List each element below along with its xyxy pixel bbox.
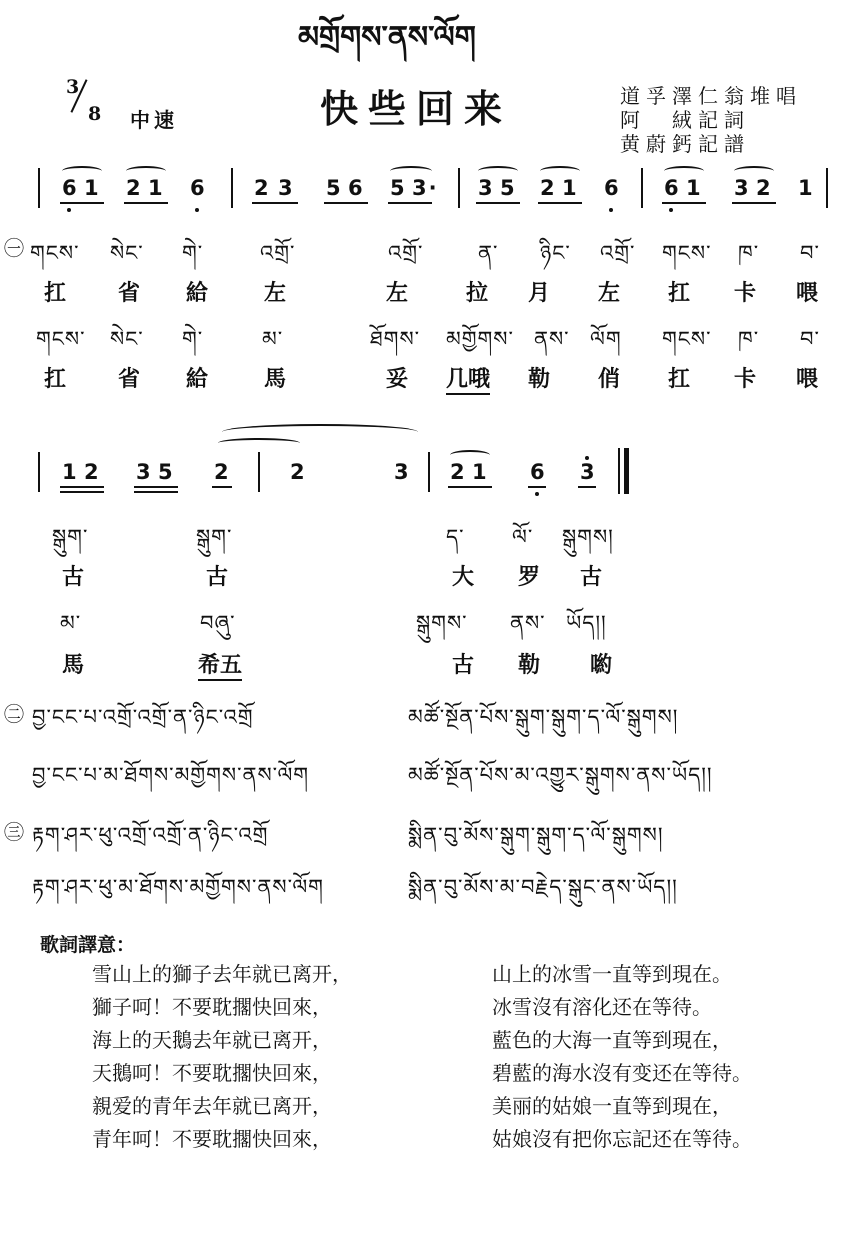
chinese-transliteration: 給: [186, 366, 209, 392]
tibetan-syllable: གངས་: [662, 327, 712, 351]
chinese-transliteration: 几哦: [446, 362, 490, 395]
chinese-transliteration: 拉: [466, 280, 489, 306]
note: 1: [62, 460, 79, 484]
note: 6: [62, 176, 79, 200]
beam: [60, 491, 104, 493]
chinese-transliteration: 左: [386, 280, 409, 306]
verse-2-marker: ㊁: [4, 702, 24, 726]
chinese-transliteration: 月: [528, 280, 551, 306]
chinese-transliteration: 喲: [590, 652, 613, 678]
chinese-transliteration: 俏: [598, 366, 621, 392]
translation-line: 山上的冰雪一直等到現在。: [492, 962, 732, 986]
note: 2: [450, 460, 467, 484]
beam: [448, 486, 492, 488]
verse-line: སྨིན་བུ་མོས་མ་བརྗེད་སྒུང་ནས་ཡོད།།: [408, 875, 678, 899]
barline: [38, 452, 40, 492]
chinese-transliteration: 古: [62, 564, 85, 590]
final-barline-thin: [618, 448, 620, 494]
chinese-transliteration: 左: [598, 280, 621, 306]
tibetan-syllable: སྒུག་: [196, 525, 233, 549]
tibetan-syllable: མ་: [60, 611, 82, 635]
tibetan-syllable: བ་: [800, 327, 820, 351]
tibetan-syllable: སྒུགས་: [416, 611, 468, 635]
translation-line: 碧藍的海水沒有变还在等待。: [492, 1061, 752, 1085]
beam: [212, 486, 232, 488]
note: 6: [664, 176, 681, 200]
chinese-transliteration: 扛: [44, 366, 67, 392]
note: 2: [84, 460, 101, 484]
translation-line: 獅子呵！不要耽擱快回來，: [92, 995, 332, 1019]
note: 1: [798, 176, 815, 200]
tibetan-syllable: མགྱོགས་: [446, 327, 514, 351]
chinese-transliteration: 馬: [62, 652, 85, 678]
chinese-transliteration: 妥: [386, 366, 409, 392]
barline: [826, 168, 828, 208]
chinese-transliteration: 給: [186, 280, 209, 306]
tibetan-syllable: ནས་: [510, 611, 546, 635]
beam: [124, 202, 168, 204]
note: 2: [254, 176, 271, 200]
verse-line: མཚོ་སྔོན་པོས་སྒུག་སྒུག་ད་ལོ་སྒུགས།: [408, 705, 679, 729]
chinese-transliteration: 左: [264, 280, 287, 306]
tibetan-syllable: བཞུ་: [200, 611, 236, 635]
time-signature-top: 3: [66, 76, 80, 98]
note: 6: [530, 460, 547, 484]
beam: [538, 202, 582, 204]
slur: [450, 450, 490, 460]
translation-line: 青年呵！不要耽擱快回來，: [92, 1127, 332, 1151]
low-octave-dot: [609, 208, 613, 212]
tibetan-syllable: སྒུག་: [52, 525, 89, 549]
translation-line: 海上的天鵝去年就已离开，: [92, 1028, 332, 1052]
slur: [62, 166, 102, 176]
note: 1: [472, 460, 489, 484]
tibetan-syllable: མ་: [262, 327, 284, 351]
note: 5: [390, 176, 407, 200]
barline: [258, 452, 260, 492]
chinese-transliteration: 勒: [528, 366, 551, 392]
note: 1: [148, 176, 165, 200]
tibetan-syllable: ད་: [446, 525, 465, 549]
low-octave-dot: [669, 208, 673, 212]
low-octave-dot: [67, 208, 71, 212]
chinese-transliteration: 省: [118, 366, 141, 392]
tibetan-syllable: ཉིང་: [540, 241, 571, 265]
tibetan-syllable: ལོག: [590, 327, 622, 351]
verse-line: རྟག་ཤར་ཕུ་མ་ཐོགས་མགྱོགས་ནས་ལོག: [32, 875, 324, 899]
slur: [540, 166, 580, 176]
tibetan-syllable: འགྲོ་: [388, 241, 424, 265]
tibetan-syllable: སེང་: [110, 327, 144, 351]
barline: [428, 452, 430, 492]
note: 3·: [412, 176, 439, 200]
beam: [134, 491, 178, 493]
chinese-transliteration: 罗: [518, 564, 541, 590]
translation-line: 天鵝呵！不要耽擱快回來，: [92, 1061, 332, 1085]
translation-label: 歌詞譯意：: [40, 934, 136, 956]
beam: [732, 202, 776, 204]
time-signature-bottom: 8: [88, 103, 102, 125]
translation-line: 親爱的青年去年就已离开，: [92, 1094, 332, 1118]
slur: [478, 166, 518, 176]
song-title: 快些回来: [320, 86, 513, 131]
note: 2: [756, 176, 773, 200]
note: 6: [348, 176, 365, 200]
slur: [664, 166, 704, 176]
tibetan-syllable: གེ་: [182, 241, 204, 265]
tibetan-syllable: གངས་: [30, 241, 80, 265]
chinese-transliteration: 喂: [796, 366, 819, 392]
chinese-transliteration: 扛: [668, 280, 691, 306]
credits: [620, 84, 802, 156]
slur: [390, 166, 432, 176]
beam: [662, 202, 706, 204]
tibetan-syllable: ནས་: [534, 327, 570, 351]
tibetan-syllable: འགྲོ་: [260, 241, 296, 265]
translation-line: 美丽的姑娘一直等到現在，: [492, 1094, 732, 1118]
note: 1: [84, 176, 101, 200]
chinese-transliteration: 古: [580, 564, 603, 590]
tibetan-syllable: སྒུགས།: [562, 525, 614, 549]
verse-3-marker: ㊂: [4, 820, 24, 844]
slur: [218, 438, 300, 448]
chinese-transliteration: 卡: [734, 366, 757, 392]
chinese-transliteration: 卡: [734, 280, 757, 306]
note: 3: [734, 176, 751, 200]
tibetan-syllable: ཐོགས་: [370, 327, 421, 351]
note: 5: [326, 176, 343, 200]
tibetan-title: མགྲོགས་ནས་ལོག: [298, 20, 476, 55]
verse-line: བྱ་ངང་པ་འགྲོ་འགྲོ་ན་ཉིང་འགྲོ: [32, 705, 254, 729]
verse-line: རྟག་ཤར་ཕུ་འགྲོ་འགྲོ་ན་ཉིང་འགྲོ: [32, 823, 269, 847]
barline: [38, 168, 40, 208]
note: 1: [686, 176, 703, 200]
slur: [126, 166, 166, 176]
chinese-transliteration: 勒: [518, 652, 541, 678]
beam: [578, 486, 596, 488]
high-octave-dot: [585, 456, 589, 460]
verse-line: སྨིན་བུ་མོས་སྒུག་སྒུག་ད་ལོ་སྒུགས།: [408, 823, 664, 847]
chinese-transliteration: 古: [452, 652, 475, 678]
beam: [528, 486, 546, 488]
translation-line: 冰雪沒有溶化还在等待。: [492, 995, 712, 1019]
note: 3: [580, 460, 597, 484]
note: 3: [278, 176, 295, 200]
tibetan-syllable: ན་: [478, 241, 499, 265]
barline: [458, 168, 460, 208]
chinese-transliteration: 希五: [198, 648, 242, 681]
chinese-transliteration: 扛: [668, 366, 691, 392]
translation-line: 藍色的大海一直等到現在，: [492, 1028, 732, 1052]
beam: [134, 486, 178, 488]
note: 5: [158, 460, 175, 484]
beam: [388, 202, 432, 204]
low-octave-dot: [195, 208, 199, 212]
credit-singer: 道孚澤仁翁堆唱: [620, 84, 802, 108]
translation-line: 雪山上的獅子去年就已离开，: [92, 962, 352, 986]
tibetan-syllable: སེང་: [110, 241, 144, 265]
beam: [476, 202, 520, 204]
note: 3: [136, 460, 153, 484]
note: 3: [394, 460, 411, 484]
chinese-transliteration: 扛: [44, 280, 67, 306]
translation-line: 姑娘沒有把你忘記还在等待。: [492, 1127, 752, 1151]
final-barline-thick: [624, 448, 629, 494]
tibetan-syllable: ཡོད།།: [566, 611, 607, 635]
tibetan-syllable: ཁ་: [738, 327, 760, 351]
note: 2: [290, 460, 307, 484]
tibetan-syllable: ཁ་: [738, 241, 760, 265]
translation-right-column: [492, 958, 752, 1156]
tempo-marking: 中速: [130, 108, 178, 132]
tibetan-syllable: འགྲོ་: [600, 241, 636, 265]
beam: [324, 202, 368, 204]
tibetan-syllable: གེ་: [182, 327, 204, 351]
beam: [252, 202, 298, 204]
tibetan-syllable: གངས་: [36, 327, 86, 351]
beam: [60, 486, 104, 488]
beam: [60, 202, 104, 204]
note: 6: [190, 176, 207, 200]
verse-1-marker: ㊀: [4, 236, 24, 260]
chinese-transliteration: 馬: [264, 366, 287, 392]
tibetan-syllable: གངས་: [662, 241, 712, 265]
chinese-transliteration: 喂: [796, 280, 819, 306]
note: 5: [500, 176, 517, 200]
verse-line: མཚོ་སྔོན་པོས་མ་འགྱུར་སྒུགས་ནས་ཡོད།།: [408, 763, 713, 787]
chinese-transliteration: 省: [118, 280, 141, 306]
barline: [231, 168, 233, 208]
credit-lyrics: 阿 絨記詞: [620, 108, 750, 132]
translation-left-column: [92, 958, 352, 1156]
note: 1: [562, 176, 579, 200]
verse-line: བྱ་ངང་པ་མ་ཐོགས་མགྱོགས་ནས་ལོག: [32, 763, 310, 787]
note: 2: [214, 460, 231, 484]
credit-notation: 黄蔚鈣記譜: [620, 132, 750, 156]
tibetan-syllable: ལོ་: [512, 525, 534, 549]
low-octave-dot: [535, 492, 539, 496]
note: 6: [604, 176, 621, 200]
slur: [734, 166, 774, 176]
chinese-transliteration: 古: [206, 564, 229, 590]
tibetan-syllable: བ་: [800, 241, 820, 265]
chinese-transliteration: 大: [452, 564, 475, 590]
note: 2: [540, 176, 557, 200]
note: 2: [126, 176, 143, 200]
note: 3: [478, 176, 495, 200]
barline: [641, 168, 643, 208]
